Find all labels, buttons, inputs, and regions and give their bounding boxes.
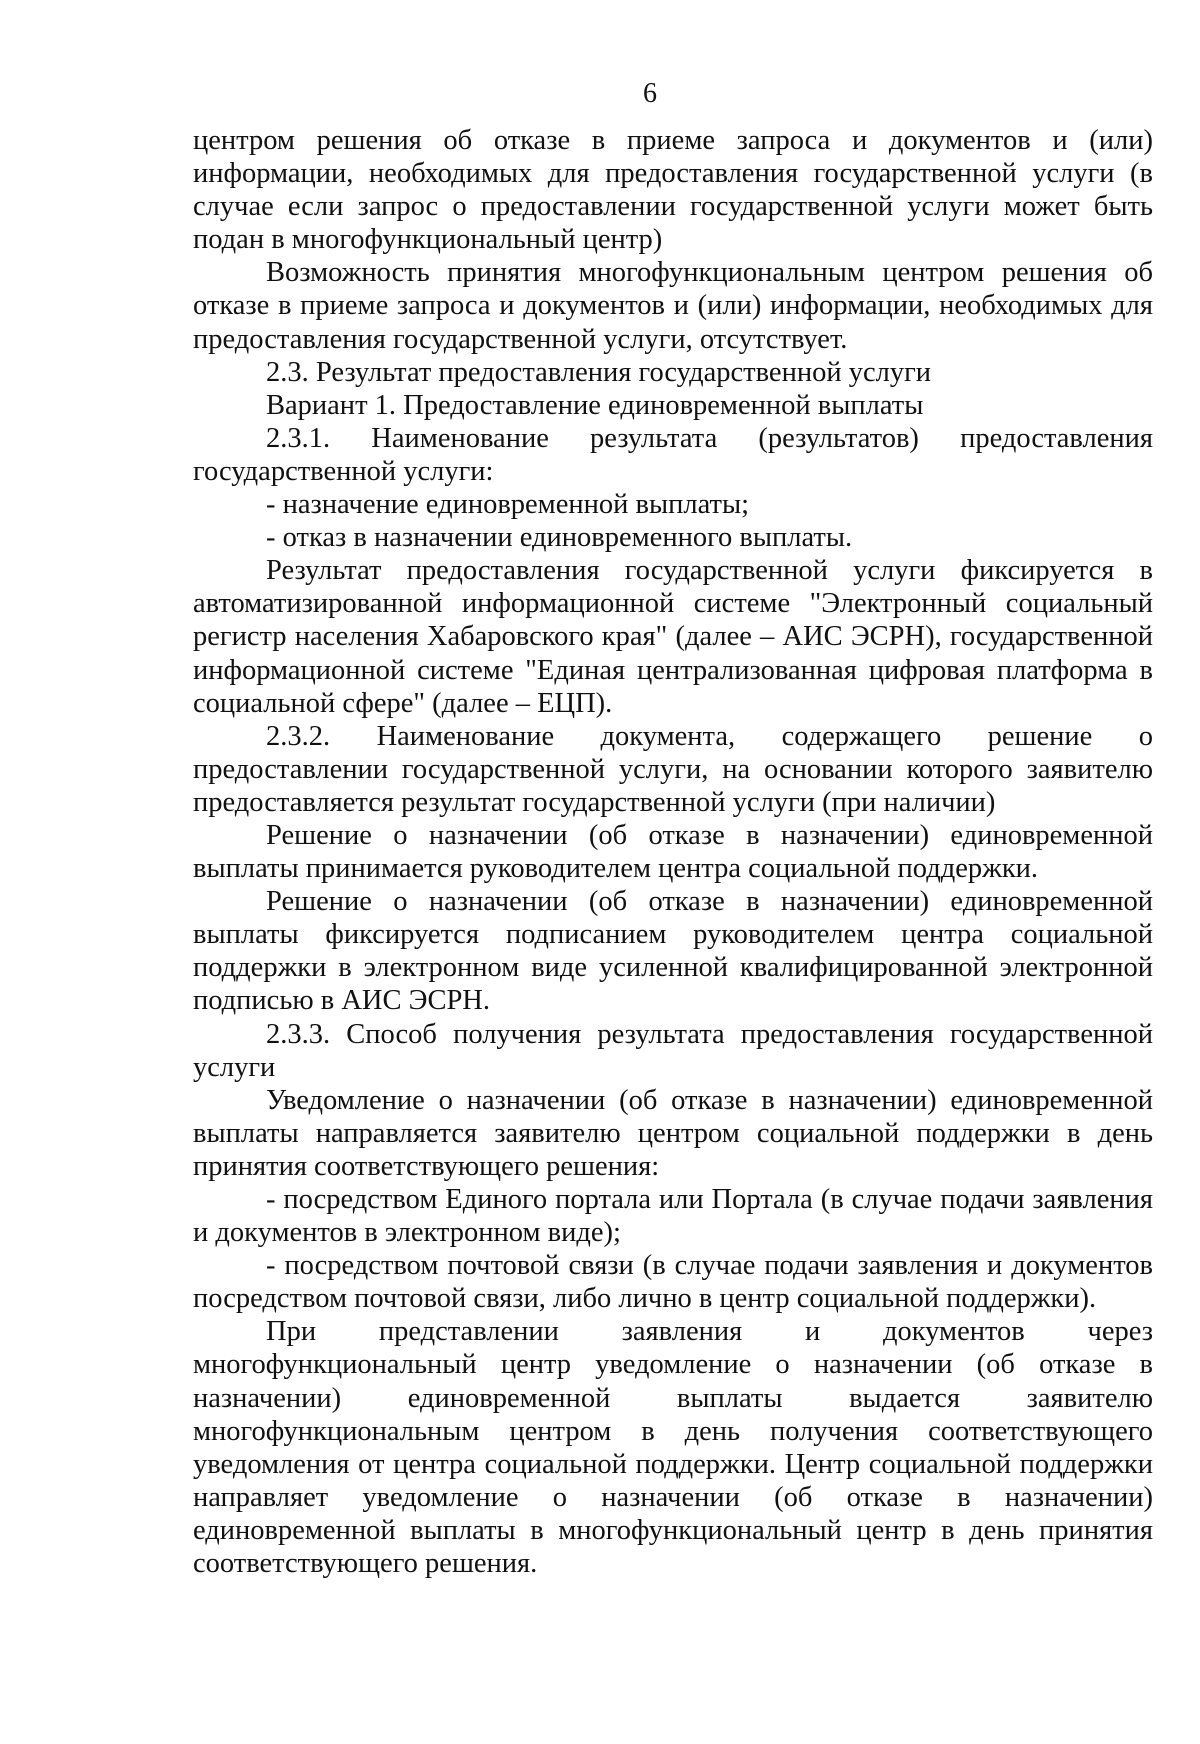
- section-heading: 2.3. Результат предоставления государственной услуги: [266, 356, 932, 388]
- list-item: - посредством Единого портала или Портала (в случае подачи заявления и документов в электронном виде);: [193, 1184, 1153, 1249]
- paragraph: При представлении заявления и документов через многофункциональный центр уведомление о назначении (об отказе в назначении) единовременной выплаты выдается заявителю многофункциональным центром в день получения соответствующего уведомления от центра социальной поддержки. Центр социальной поддержки направляет уведомление о назначении (об отказе в назначении) единовременной выплаты в многофункциональный центр в день принятия соответствующего решения.: [193, 1316, 1153, 1580]
- subsection-heading: 2.3.3. Способ получения результата предоставления государственной услуги: [193, 1018, 1153, 1083]
- paragraph: Возможность принятия многофункциональным центром решения об отказе в приеме запроса и документов и (или) информации, необходимых для предоставления государственной услуги, отсутствует.: [193, 257, 1153, 355]
- paragraph: Решение о назначении (об отказе в назначении) единовременной выплаты принимается руководителем центра социальной поддержки.: [193, 819, 1153, 885]
- paragraph: Уведомление о назначении (об отказе в назначении) единовременной выплаты направляется заявителю центром социальной поддержки в день принятия соответствующего решения:: [193, 1084, 1153, 1182]
- page-number: 6: [643, 78, 657, 109]
- list-item: - назначение единовременной выплаты;: [266, 489, 750, 521]
- list-item: - отказ в назначении единовременного выплаты.: [266, 522, 853, 554]
- variant-heading: Вариант 1. Предоставление единовременной выплаты: [266, 389, 924, 421]
- subsection-heading: 2.3.2. Наименование документа, содержащего решение о предоставлении государственной услуги, на основании которого заявителю предоставляется результат государственной услуги (при наличии): [193, 720, 1153, 818]
- paragraph: Решение о назначении (об отказе в назначении) единовременной выплаты фиксируется подписанием руководителем центра социальной поддержки в электронном виде усиленной квалифицированной электронной подписью в АИС ЭСРН.: [193, 886, 1153, 1017]
- subsection-heading: 2.3.1. Наименование результата (результатов) предоставления государственной услуги:: [193, 422, 1153, 487]
- document-body: [193, 124, 1153, 1580]
- paragraph: Результат предоставления государственной услуги фиксируется в автоматизированной информационной системе "Электронный социальный регистр населения Хабаровского края" (далее – АИС ЭСРН), государственной информационной системе "Единая централизованная цифровая платформа в социальной сфере" (далее – ЕЦП).: [193, 555, 1153, 719]
- paragraph: центром решения об отказе в приеме запроса и документов и (или) информации, необходимых для предоставления государственной услуги (в случае если запрос о предоставлении государственной услуги может быть подан в многофункциональный центр): [193, 125, 1153, 256]
- list-item: - посредством почтовой связи (в случае подачи заявления и документов посредством почтовой связи, либо лично в центр социальной поддержки).: [193, 1250, 1153, 1315]
